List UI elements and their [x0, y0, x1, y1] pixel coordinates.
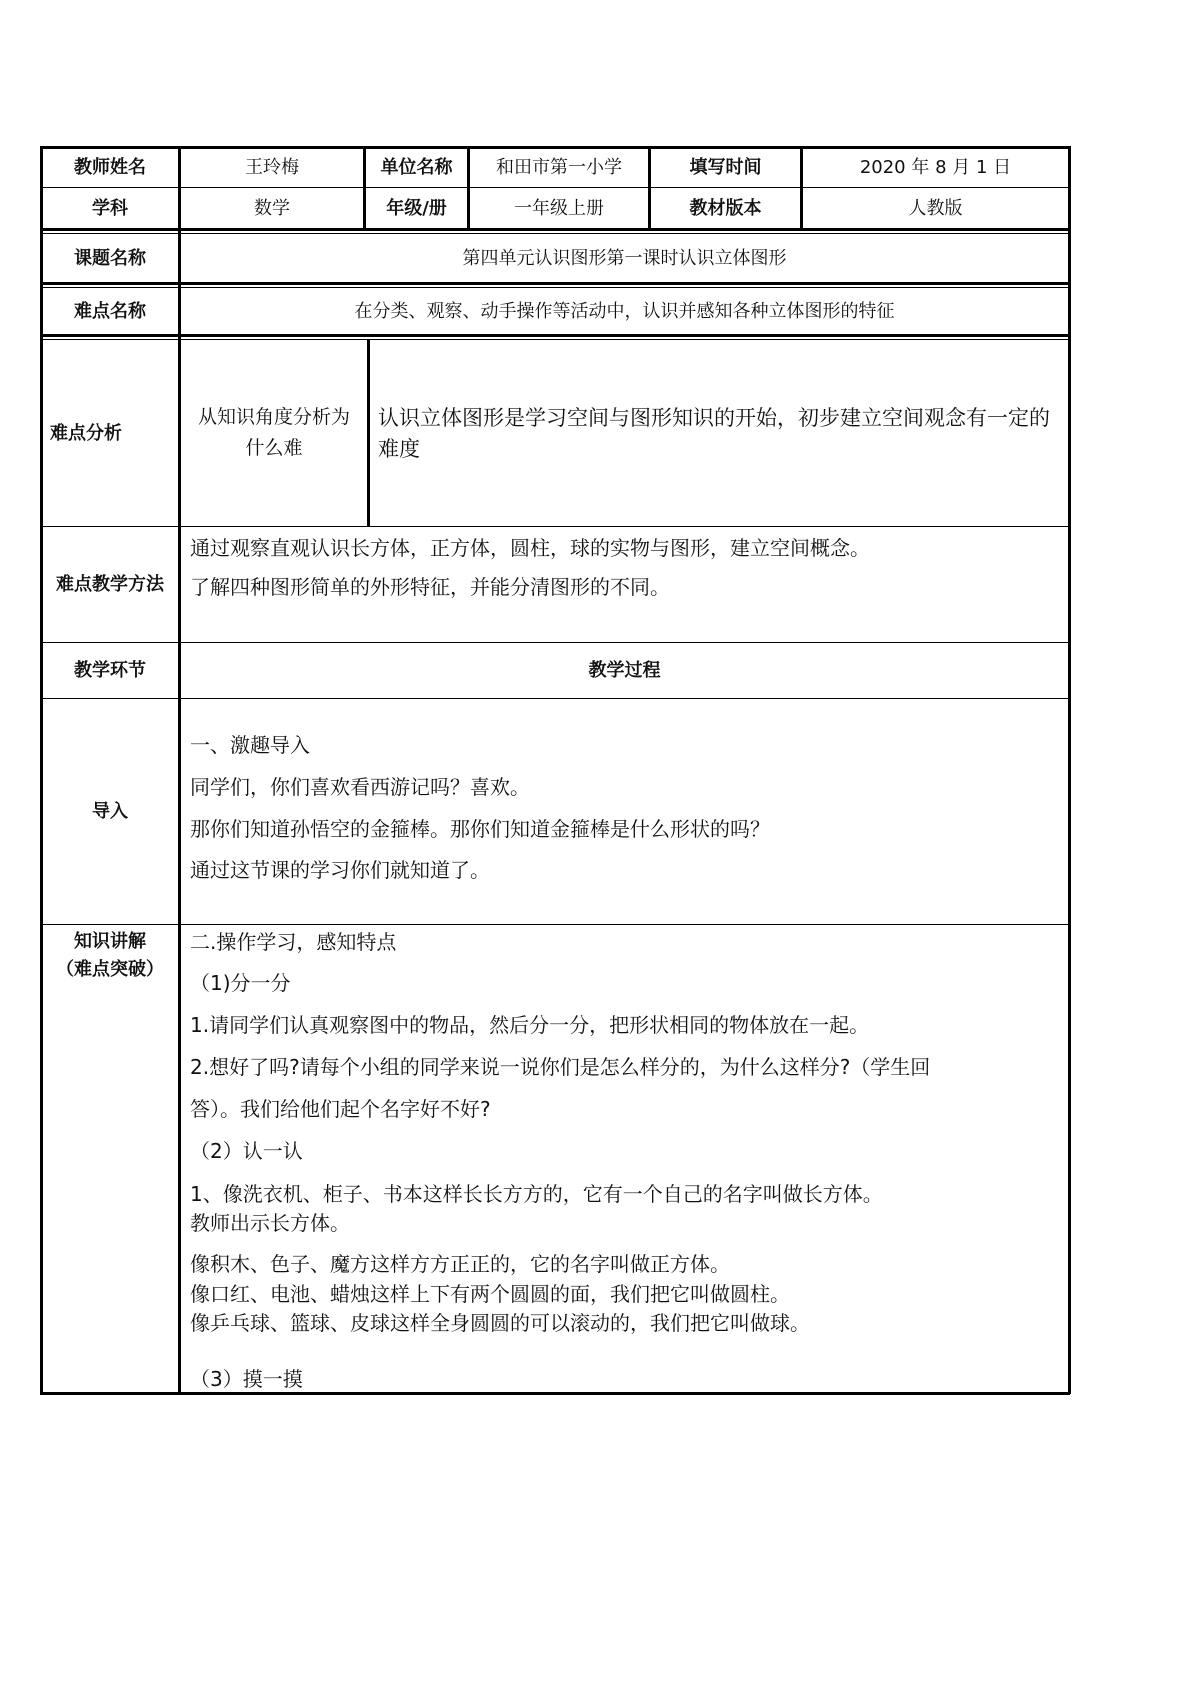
- subject-value: 数学: [254, 197, 290, 219]
- analysis-text: 认识立体图形是学习空间与图形知识的开始，初步建立空间观念有一定的难度: [378, 406, 1050, 461]
- knowledge-line: 答）。我们给他们起个名字好不好?: [190, 1097, 491, 1121]
- process-header-label: 教学环节: [74, 660, 146, 681]
- intro-line: 一、激趣导入: [190, 733, 310, 757]
- unit-label: 单位名称: [380, 156, 453, 178]
- knowledge-line: （1)分一分: [190, 971, 291, 995]
- knowledge-line: 1、像洗衣机、柜子、书本这样长长方方的，它有一个自己的名字叫做长方体。: [190, 1182, 883, 1206]
- row-divider: [40, 187, 1070, 188]
- knowledge-sublabel: （难点突破）: [56, 959, 164, 980]
- subject-label: 学科: [92, 197, 128, 219]
- difficulty-value: 在分类、观察、动手操作等活动中，认识并感知各种立体图形的特征: [354, 300, 895, 322]
- edition-value: 人教版: [908, 197, 963, 219]
- knowledge-line: 像乒乓球、篮球、皮球这样全身圆圆的可以滚动的，我们把它叫做球。: [190, 1311, 810, 1335]
- row-divider: [40, 228, 1070, 231]
- row-divider: [40, 924, 1070, 925]
- intro-line: 同学们，你们喜欢看西游记吗？喜欢。: [190, 775, 530, 799]
- date-value: 2020 年 8 月 1 日: [859, 156, 1012, 178]
- unit-value: 和田市第一小学: [496, 156, 622, 178]
- teacher-value: 王玲梅: [245, 156, 299, 178]
- analysis-label: 难点分析: [50, 422, 122, 444]
- row-divider: [40, 334, 1070, 337]
- knowledge-line: （3）摸一摸: [190, 1367, 303, 1391]
- table-border-right: [1068, 146, 1071, 1394]
- knowledge-line: 教师出示长方体。: [190, 1211, 350, 1235]
- knowledge-line: 像积木、色子、魔方这样方方正正的，它的名字叫做正方体。: [190, 1252, 730, 1276]
- row-divider: [40, 526, 1070, 527]
- knowledge-line: 二.操作学习，感知特点: [190, 930, 397, 954]
- row-divider: [40, 233, 1070, 234]
- method-line: 了解四种图形简单的外形特征，并能分清图形的不同。: [190, 575, 670, 599]
- row-divider: [40, 698, 1070, 699]
- topic-value: 第四单元认识图形第一课时认识立体图形: [462, 247, 787, 269]
- topic-label: 课题名称: [74, 247, 146, 269]
- knowledge-line: 像口红、电池、蜡烛这样上下有两个圆圆的面，我们把它叫做圆柱。: [190, 1282, 790, 1306]
- grade-label: 年级/册: [386, 197, 447, 219]
- row-divider: [40, 282, 1070, 285]
- row-divider: [40, 642, 1070, 643]
- knowledge-line: （2）认一认: [190, 1139, 303, 1163]
- intro-line: 通过这节课的学习你们就知道了。: [190, 858, 490, 882]
- process-header-value: 教学过程: [588, 660, 661, 681]
- difficulty-label: 难点名称: [74, 300, 146, 322]
- knowledge-line: 2.想好了吗?请每个小组的同学来说一说你们是怎么样分的，为什么这样分?（学生回: [190, 1055, 931, 1079]
- analysis-sub-label: 从知识角度分析为什么难: [197, 406, 350, 459]
- intro-line: 那你们知道孙悟空的金箍棒。那你们知道金箍棒是什么形状的吗？: [190, 817, 770, 841]
- date-label: 填写时间: [689, 156, 762, 178]
- knowledge-line: 1.请同学们认真观察图中的物品，然后分一分，把形状相同的物体放在一起。: [190, 1013, 870, 1037]
- row-divider: [40, 287, 1070, 288]
- row-divider: [40, 339, 1070, 340]
- grade-value: 一年级上册: [514, 197, 604, 219]
- column-divider: [367, 339, 370, 527]
- method-line: 通过观察直观认识长方体，正方体，圆柱，球的实物与图形，建立空间概念。: [190, 536, 870, 560]
- teacher-label: 教师姓名: [74, 156, 146, 178]
- method-label: 难点教学方法: [56, 574, 164, 595]
- intro-label: 导入: [92, 801, 128, 822]
- edition-label: 教材版本: [689, 197, 762, 219]
- knowledge-label: 知识讲解: [74, 931, 146, 952]
